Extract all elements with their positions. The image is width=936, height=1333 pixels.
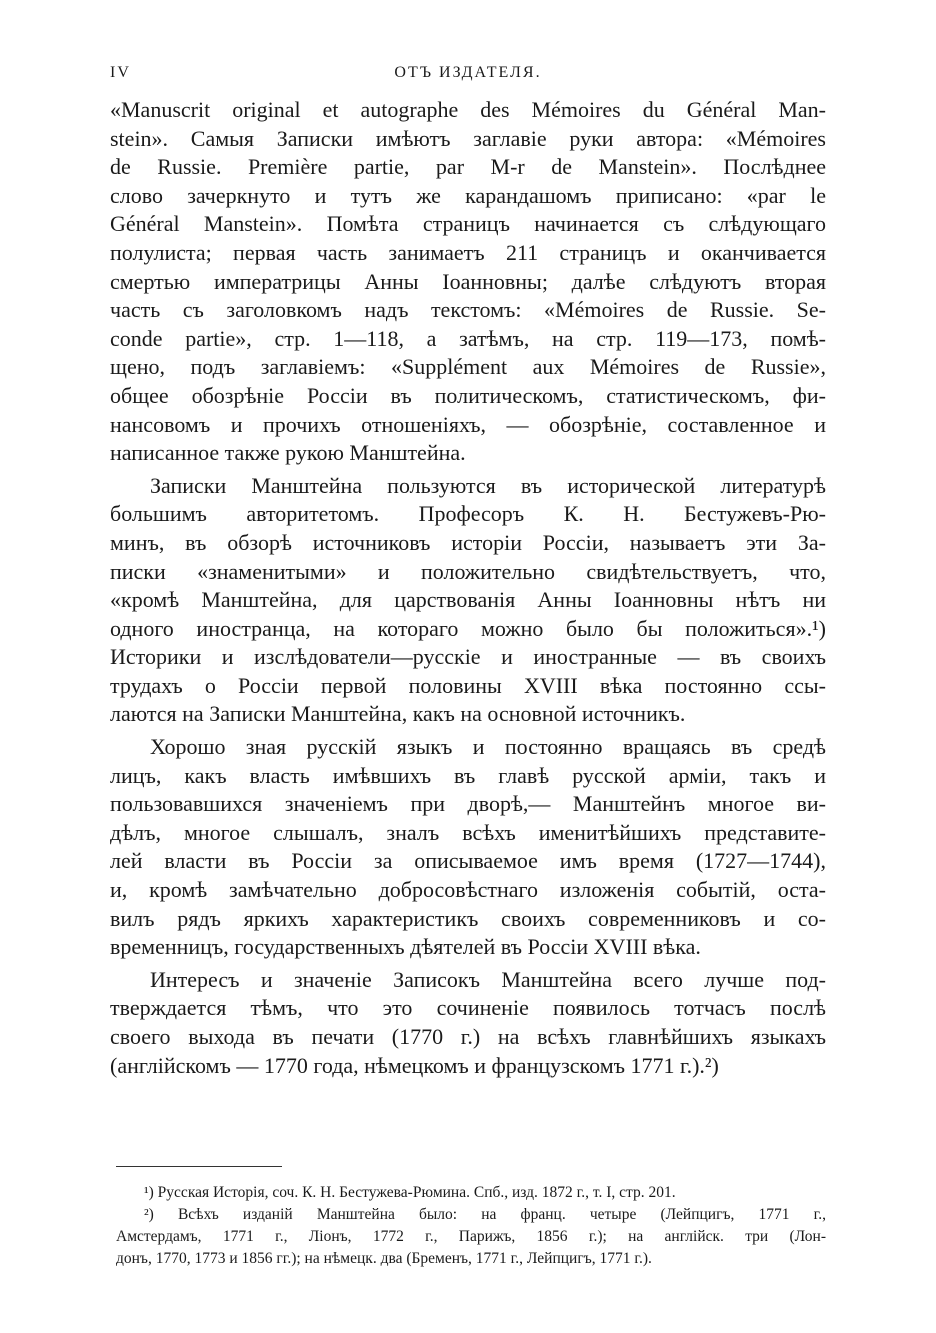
text-line: de Russie. Première partie, par M-r de Manstein». Послѣднее xyxy=(110,154,826,180)
text-line: смертью императрицы Анны Іоанновны; далѣе слѣдуютъ вторая xyxy=(110,268,826,294)
text-line: лей власти въ Россіи за описываемое имъ время (1727—1744), xyxy=(110,848,826,874)
text-line: «Manuscrit original et autographe des Mémoires du Général Man- xyxy=(110,97,826,122)
footnote-line: ¹) Русская Исторія, соч. К. Н. Бестужева-Рюмина. Спб., изд. 1872 г., т. I, стр. 201. xyxy=(144,1184,676,1201)
text-line: лицъ, какъ власть имѣвшихъ въ главѣ русской арміи, такъ и xyxy=(110,762,826,788)
text-line: и, кромѣ замѣчательно добросовѣстнаго изложенія событій, оста- xyxy=(110,877,826,903)
text-line: вилъ рядъ яркихъ характеристикъ своихъ современниковъ и со- xyxy=(110,905,826,931)
text-line: Историки и изслѣдователи—русскіе и иностранные — въ своихъ xyxy=(110,644,826,670)
text-line: пользовавшихся значеніемъ при дворѣ,— Манштейнъ многое ви- xyxy=(110,791,826,817)
text-line: тверждается тѣмъ, что это сочиненіе появилось тотчасъ послѣ xyxy=(110,995,826,1021)
footnotes xyxy=(116,1182,826,1270)
running-title: ОТЪ ИЗДАТЕЛЯ. xyxy=(394,64,542,81)
text-line: написанное также рукою Манштейна. xyxy=(110,440,466,466)
text-line: своего выхода въ печати (1770 г.) на всѣхъ главнѣйшихъ языкахъ xyxy=(110,1024,826,1049)
footnote-line: Амстердамъ, 1771 г., Ліонъ, 1772 г., Парижъ, 1856 г.); на англійск. три (Лон- xyxy=(116,1228,826,1245)
footnote-divider xyxy=(116,1166,282,1167)
text-line: слово зачеркнуто и тутъ же карандашомъ приписано: «par le xyxy=(110,182,826,208)
text-line: щено, подъ заглавіемъ: «Supplément aux Mémoires de Russie», xyxy=(110,354,826,380)
text-line: дѣлъ, многое слышалъ, зналъ всѣхъ именитѣйшихъ представите- xyxy=(110,819,826,845)
text-line: Интересъ и значеніе Записокъ Манштейна всего лучше под- xyxy=(150,966,826,992)
text-line: нансовомъ и прочихъ отношеніяхъ, — обозрѣніе, составленное и xyxy=(110,411,826,437)
text-line: часть съ заголовкомъ надъ текстомъ: «Mémoires de Russie. Se- xyxy=(110,297,826,323)
text-line: общее обозрѣніе Россіи въ политическомъ, статистическомъ, фи- xyxy=(110,382,826,408)
text-line: (англійскомъ — 1770 года, нѣмецкомъ и французскомъ 1771 г.).²) xyxy=(110,1052,719,1078)
text-line: Général Manstein». Помѣта страницъ начинается съ слѣдующаго xyxy=(110,211,826,237)
page-number: IV xyxy=(110,64,131,81)
text-line: трудахъ о Россіи первой половины XVIII вѣка постоянно ссы- xyxy=(110,672,826,698)
text-line: stein». Самыя Записки имѣютъ заглавіе руки автора: «Mémoires xyxy=(110,125,826,151)
text-line: Хорошо зная русскій языкъ и постоянно вращаясь въ средѣ xyxy=(150,734,826,760)
text-line: лаются на Записки Манштейна, какъ на основной источникъ. xyxy=(110,701,686,727)
footnote-line: ²) Всѣхъ изданій Манштейна было: на франц. четыре (Лейпцигъ, 1771 г., xyxy=(144,1206,826,1223)
main-text xyxy=(110,96,826,1080)
text-line: временницъ, государственныхъ дѣятелей въ Россіи XVIII вѣка. xyxy=(110,934,701,960)
text-line: полулиста; первая часть занимаетъ 211 страницъ и оканчивается xyxy=(110,239,826,265)
text-line: писки «знаменитыми» и положительно свидѣтельствуетъ, что, xyxy=(110,558,826,584)
text-line: большимъ авторитетомъ. Професоръ К. Н. Бестужевъ-Рю- xyxy=(110,501,826,527)
footnote-line: донъ, 1770, 1773 и 1856 гг.); на нѣмецк. два (Бременъ, 1771 г., Лейпцигъ, 1771 г.). xyxy=(116,1250,652,1267)
text-line: «кромѣ Манштейна, для царствованія Анны Іоанновны нѣтъ ни xyxy=(110,587,826,613)
text-line: одного иностранца, на котораго можно было бы положиться».¹) xyxy=(110,615,826,641)
running-head xyxy=(110,64,826,86)
text-line: Записки Манштейна пользуются въ исторической литературѣ xyxy=(150,472,826,498)
text-line: минъ, въ обзорѣ источниковъ исторіи Россіи, называетъ эти За- xyxy=(110,529,826,555)
text-line: conde partie», стр. 1—118, а затѣмъ, на стр. 119—173, помѣ- xyxy=(110,325,826,351)
